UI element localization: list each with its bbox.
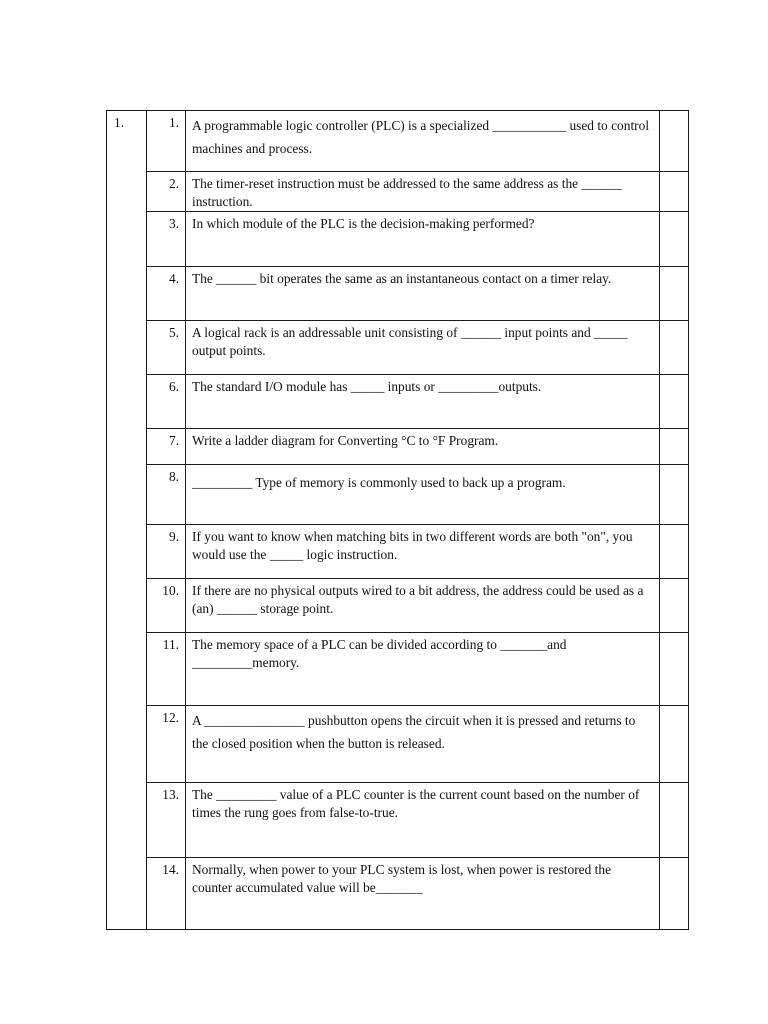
question-text-cell — [186, 465, 660, 525]
answer-cell — [660, 111, 689, 172]
question-number: 7. — [168, 433, 179, 448]
question-text-cell — [186, 783, 660, 858]
question-text: Normally, when power to your PLC system is lost, when power is restored the counter accumulated value will be_______ — [192, 862, 612, 895]
question-number-cell — [147, 172, 186, 212]
answer-cell — [660, 858, 689, 930]
answer-cell — [660, 321, 689, 375]
question-number-cell — [147, 783, 186, 858]
question-text: _________ Type of memory is commonly used to back up a program. — [192, 475, 566, 490]
section-number: 1. — [114, 115, 125, 130]
question-number: 8. — [168, 469, 179, 484]
question-number: 11. — [162, 637, 179, 652]
question-number-cell — [147, 706, 186, 783]
answer-cell — [660, 212, 689, 267]
table-row — [107, 172, 689, 212]
question-number-cell — [147, 429, 186, 465]
answer-cell — [660, 525, 689, 579]
table-row — [107, 111, 689, 172]
question-text: The timer-reset instruction must be addressed to the same address as the ______ instruction. — [192, 176, 622, 209]
question-text: The standard I/O module has _____ inputs or _________outputs. — [192, 379, 542, 394]
question-number-cell — [147, 375, 186, 429]
question-text: Write a ladder diagram for Converting °C to °F Program. — [192, 433, 499, 448]
question-number: 5. — [168, 325, 179, 340]
question-number-cell — [147, 267, 186, 321]
table-row — [107, 321, 689, 375]
question-text-cell — [186, 267, 660, 321]
answer-cell — [660, 783, 689, 858]
question-number: 12. — [162, 710, 179, 725]
question-text: If there are no physical outputs wired to a bit address, the address could be used as a (an) ______ storage point. — [192, 583, 644, 616]
table-row — [107, 429, 689, 465]
question-text-cell — [186, 429, 660, 465]
question-number-cell — [147, 321, 186, 375]
question-text: A _______________ pushbutton opens the circuit when it is pressed and returns to the closed position when the button is released. — [192, 713, 636, 751]
question-text: The ______ bit operates the same as an instantaneous contact on a timer relay. — [192, 271, 612, 286]
question-text-cell — [186, 633, 660, 706]
table-row — [107, 465, 689, 525]
question-text: The memory space of a PLC can be divided according to _______and _________memory. — [192, 637, 567, 670]
question-text: If you want to know when matching bits in two different words are both "on", you would use the _____ logic instruction. — [192, 529, 633, 562]
answer-cell — [660, 706, 689, 783]
question-number: 6. — [168, 379, 179, 394]
question-text-cell — [186, 858, 660, 930]
question-number-cell — [147, 111, 186, 172]
question-number: 9. — [168, 529, 179, 544]
question-number: 13. — [162, 787, 179, 802]
answer-cell — [660, 429, 689, 465]
question-number: 10. — [162, 583, 179, 598]
table-row — [107, 212, 689, 267]
question-number-cell — [147, 858, 186, 930]
question-text-cell — [186, 172, 660, 212]
section-number-cell — [107, 111, 147, 930]
question-number-cell — [147, 579, 186, 633]
question-text-cell — [186, 525, 660, 579]
question-number-cell — [147, 525, 186, 579]
answer-cell — [660, 579, 689, 633]
answer-cell — [660, 375, 689, 429]
table-row — [107, 525, 689, 579]
question-number-cell — [147, 465, 186, 525]
table-row — [107, 633, 689, 706]
question-text-cell — [186, 111, 660, 172]
question-number: 1. — [168, 115, 179, 130]
table-row — [107, 858, 689, 930]
question-number: 14. — [162, 862, 179, 877]
table-row — [107, 579, 689, 633]
question-text: In which module of the PLC is the decision-making performed? — [192, 216, 535, 231]
question-number: 4. — [168, 271, 179, 286]
question-text: A programmable logic controller (PLC) is a specialized ___________ used to control machines and process. — [192, 118, 650, 156]
answer-cell — [660, 267, 689, 321]
answer-cell — [660, 633, 689, 706]
table-row — [107, 783, 689, 858]
question-table — [106, 110, 689, 930]
question-number-cell — [147, 212, 186, 267]
question-text-cell — [186, 579, 660, 633]
question-text: The _________ value of a PLC counter is the current count based on the number of times the rung goes from false-to-true. — [192, 787, 640, 820]
question-text: A logical rack is an addressable unit consisting of ______ input points and _____ output points. — [192, 325, 628, 358]
answer-cell — [660, 465, 689, 525]
question-text-cell — [186, 375, 660, 429]
table-row — [107, 267, 689, 321]
question-text-cell — [186, 706, 660, 783]
table-row — [107, 375, 689, 429]
question-number: 3. — [168, 216, 179, 231]
question-number-cell — [147, 633, 186, 706]
table-row — [107, 706, 689, 783]
question-text-cell — [186, 321, 660, 375]
question-number: 2. — [168, 176, 179, 191]
answer-cell — [660, 172, 689, 212]
question-text-cell — [186, 212, 660, 267]
